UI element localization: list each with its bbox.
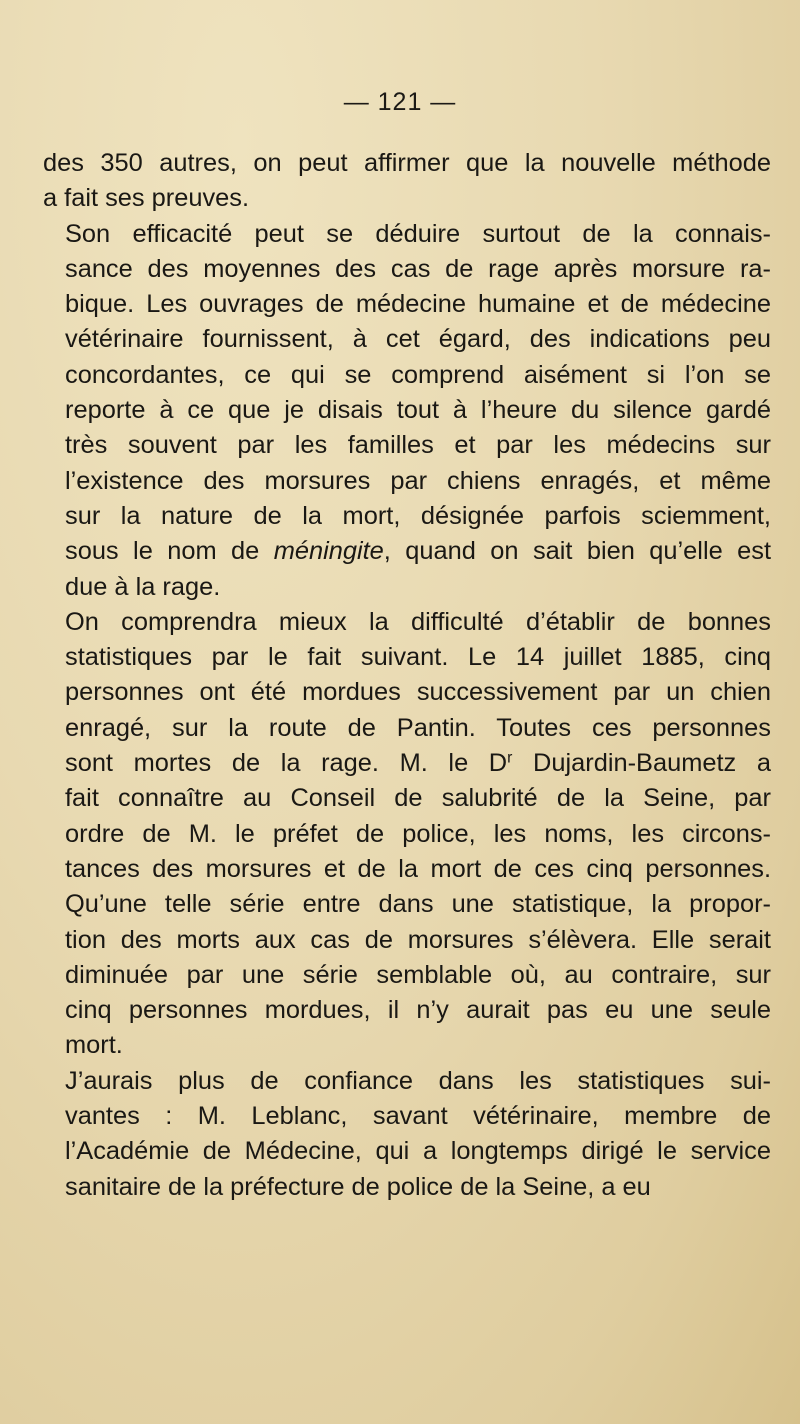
text-line: Qu’une telle série entre dans une statistique, la propor-	[65, 890, 771, 919]
text-line: des 350 autres, on peut affirmer que la nouvelle méthode	[43, 149, 771, 177]
paragraph	[43, 217, 771, 605]
text-line: très souvent par les familles et par les médecins sur	[65, 431, 771, 460]
text-line: Son efficacité peut se déduire surtout de la connais-	[65, 219, 771, 248]
text-line: sous le nom de méningite, quand on sait bien qu’elle est	[65, 537, 771, 566]
text-line: tion des morts aux cas de morsures s’élèvera. Elle serait	[65, 925, 771, 954]
paragraph	[43, 605, 771, 1064]
page-number: — 121 —	[343, 88, 457, 116]
text-line: diminuée par une série semblable où, au contraire, sur	[65, 960, 771, 989]
text-line: vétérinaire fournissent, à cet égard, des indications peu	[65, 325, 771, 354]
text-line: due à la rage.	[65, 572, 221, 601]
body-text	[43, 146, 771, 1205]
text-line: sur la nature de la mort, désignée parfois sciemment,	[65, 501, 771, 530]
text-line: mort.	[65, 1031, 123, 1060]
text-line: J’aurais plus de confiance dans les statistiques sui-	[65, 1066, 771, 1095]
text-line: reporte à ce que je disais tout à l’heure du silence gardé	[65, 396, 771, 425]
paragraph	[43, 1064, 771, 1205]
text-line: statistiques par le fait suivant. Le 14 juillet 1885, cinq	[65, 643, 771, 672]
text-line: a fait ses preuves.	[43, 184, 250, 213]
text-line: concordantes, ce qui se comprend aisément si l’on se	[65, 360, 771, 389]
text-line: enragé, sur la route de Pantin. Toutes ces personnes	[65, 713, 771, 742]
paragraph	[43, 146, 771, 217]
text-line: tances des morsures et de la mort de ces cinq personnes.	[65, 854, 771, 883]
text-line: l’Académie de Médecine, qui a longtemps dirigé le service	[65, 1137, 771, 1166]
text-line: cinq personnes mordues, il n’y aurait pas eu une seule	[65, 996, 771, 1025]
text-line: vantes : M. Leblanc, savant vétérinaire, membre de	[65, 1102, 771, 1131]
text-line: personnes ont été mordues successivement par un chien	[65, 678, 771, 707]
text-line: sance des moyennes des cas de rage après morsure ra-	[65, 254, 771, 283]
text-line: bique. Les ouvrages de médecine humaine et de médecine	[65, 290, 771, 319]
text-line: fait connaître au Conseil de salubrité de la Seine, par	[65, 784, 771, 813]
text-line: l’existence des morsures par chiens enragés, et même	[65, 466, 771, 495]
text-line: sanitaire de la préfecture de police de la Seine, a eu	[65, 1172, 651, 1201]
text-line: sont mortes de la rage. M. le $D^r$ Dujardin-Baumetz a	[65, 749, 771, 778]
text-line: ordre de M. le préfet de police, les noms, les circons-	[65, 819, 771, 848]
text-line: On comprendra mieux la difficulté d’établir de bonnes	[65, 607, 771, 636]
